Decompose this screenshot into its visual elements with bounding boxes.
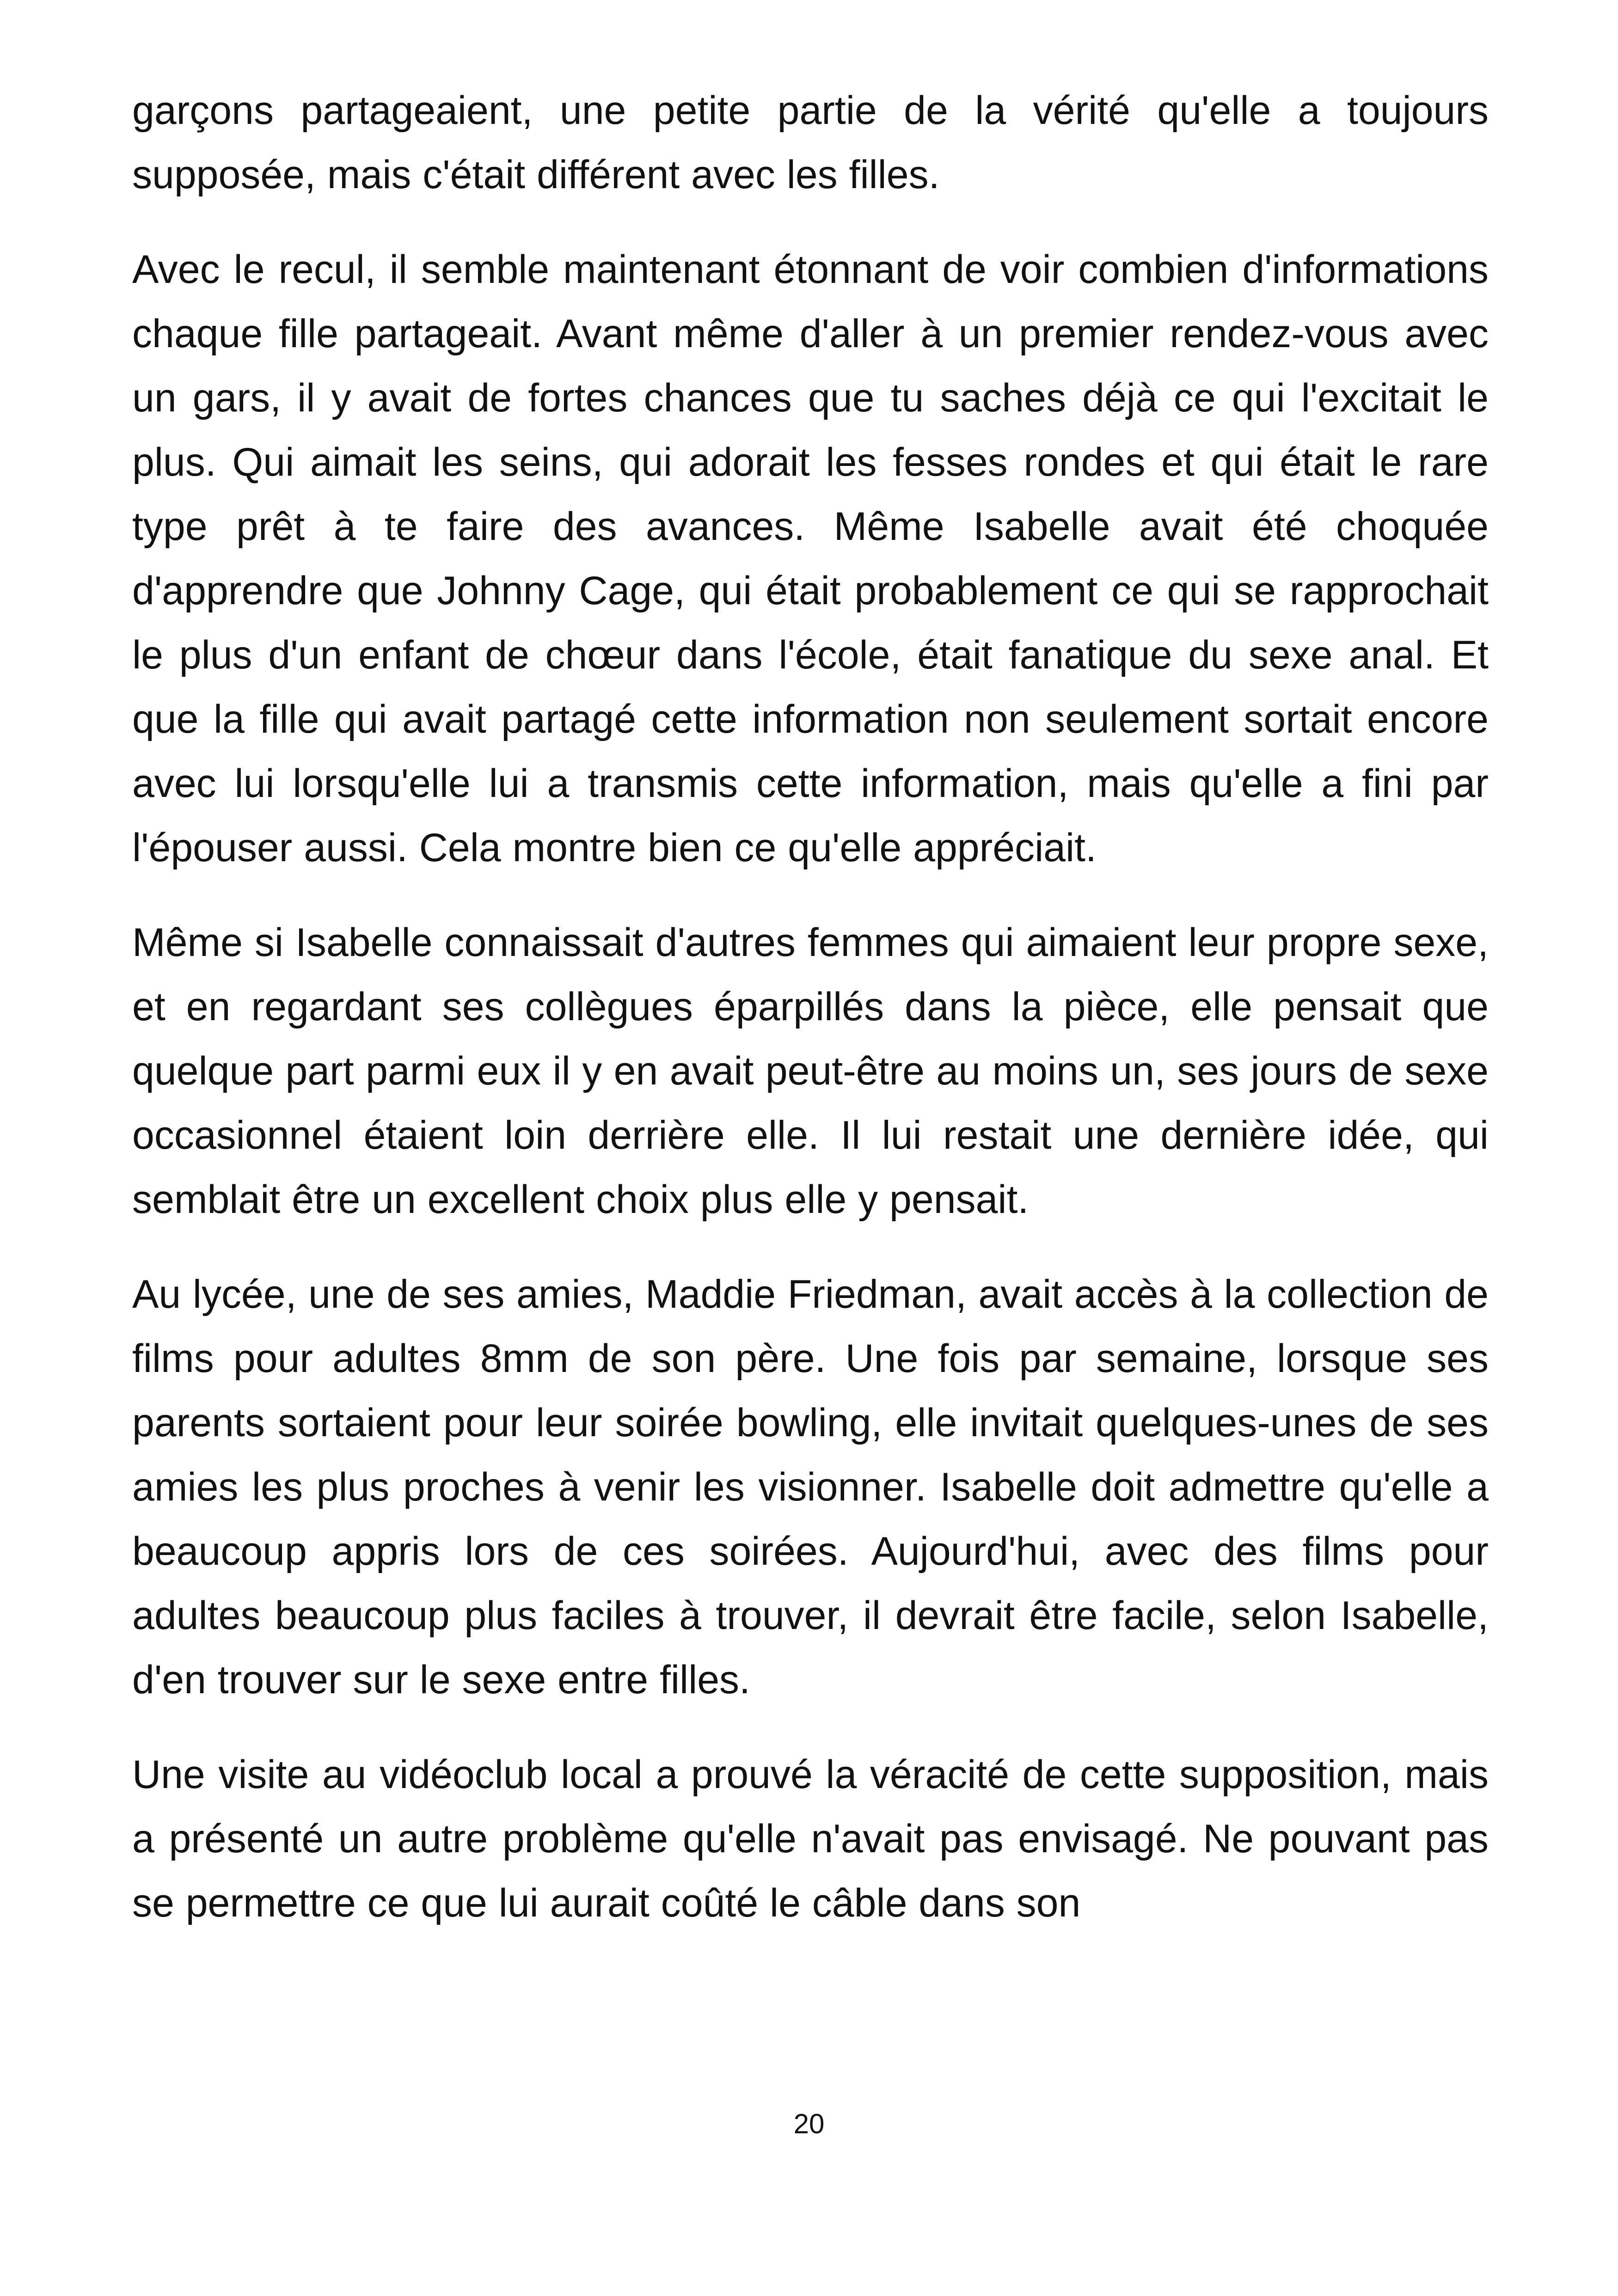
paragraph: Une visite au vidéoclub local a prouvé la véracité de cette supposition, mais a présenté un autre problème qu'elle n'avait pas envisagé. Ne pouvant pas se permettre ce que lui aurait coûté le câble dans son xyxy=(132,1752,1489,1925)
paragraph: garçons partageaient, une petite partie de la vérité qu'elle a toujours supposée, mais c'était différent avec les filles. xyxy=(132,88,1489,197)
page-number: 20 xyxy=(793,2108,825,2139)
body-text xyxy=(132,79,1489,1966)
paragraph: Au lycée, une de ses amies, Maddie Friedman, avait accès à la collection de films pour adultes 8mm de son père. Une fois par semaine, lorsque ses parents sortaient pour leur soirée bowling, elle invitait quelques-unes de ses amies les plus proches à venir les visionner. Isabelle doit admettre qu'elle a beaucoup appris lors de ces soirées. Aujourd'hui, avec des films pour adultes beaucoup plus faciles à trouver, il devrait être facile, selon Isabelle, d'en trouver sur le sexe entre filles. xyxy=(132,1272,1489,1702)
paragraph: Même si Isabelle connaissait d'autres femmes qui aimaient leur propre sexe, et en regardant ses collègues éparpillés dans la pièce, elle pensait que quelque part parmi eux il y en avait peut-être au moins un, ses jours de sexe occasionnel étaient loin derrière elle. Il lui restait une dernière idée, qui semblait être un excellent choix plus elle y pensait. xyxy=(132,920,1489,1222)
paragraph: Avec le recul, il semble maintenant étonnant de voir combien d'informations chaque fille partageait. Avant même d'aller à un premier rendez-vous avec un gars, il y avait de fortes chances que tu saches déjà ce qui l'excitait le plus. Qui aimait les seins, qui adorait les fesses rondes et qui était le rare type prêt à te faire des avances. Même Isabelle avait été choquée d'apprendre que Johnny Cage, qui était probablement ce qui se rapprochait le plus d'un enfant de chœur dans l'école, était fanatique du sexe anal. Et que la fille qui avait partagé cette information non seulement sortait encore avec lui lorsqu'elle lui a transmis cette information, mais qu'elle a fini par l'épouser aussi. Cela montre bien ce qu'elle appréciait. xyxy=(132,247,1489,870)
